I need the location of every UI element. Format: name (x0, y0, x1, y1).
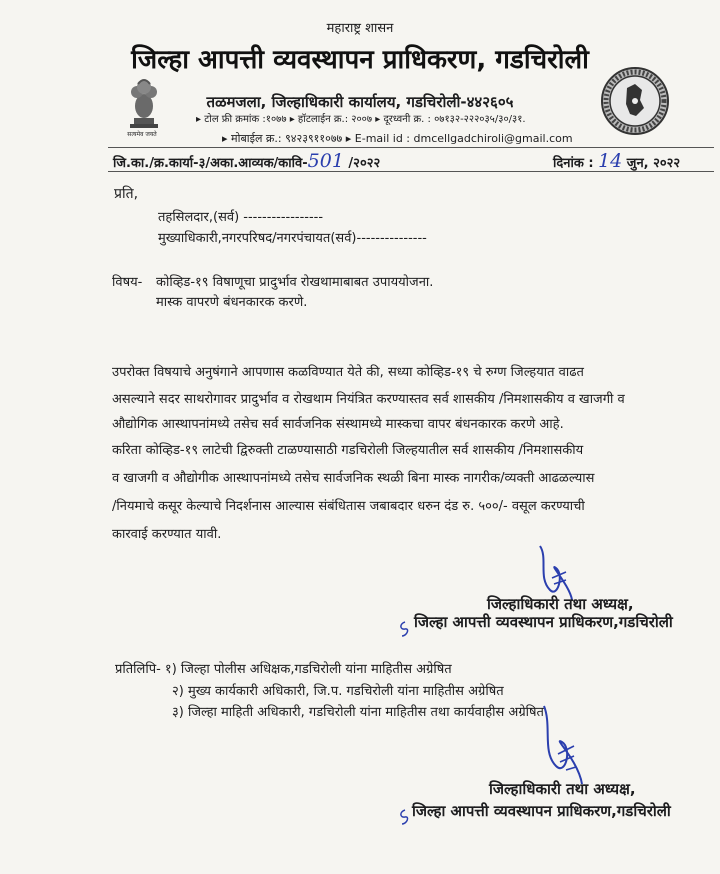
signatory-title-copy: जिल्हाधिकारी तथा अध्यक्ष, (489, 780, 636, 798)
government-heading: महाराष्ट्र शासन (326, 21, 394, 36)
body-p2-line-4: कारवाई करण्यात यावी. (112, 527, 222, 542)
subject-label: विषय- (112, 275, 143, 290)
body-p2-line-3: /नियमाचे कसूर केल्याचे निदर्शनास आल्यास संबंधितास जबाबदार धरुन दंड रु. ५००/- वसूल करण्याची (112, 499, 585, 514)
signatory-organization: जिल्हा आपत्ती व्यवस्थापन प्राधिकरण,गडचिरोली (414, 613, 673, 631)
recipient-line-2: मुख्याधिकारी,नगरपरिषद/नगरपंचायत(सर्व)--------------- (158, 231, 427, 246)
copy-to-line-3: ३) जिल्हा माहिती अधिकारी, गडचिरोली यांना माहितीस तथा कार्यवाहीस अग्रेषित (172, 705, 544, 720)
mobile-email-line: ▸ मोबाईल क्र.: ९४२३९११०७७ ▸ E-mail id : dmcellgadchiroli@gmail.com (222, 132, 573, 145)
phone-numbers: ▸ टोल फ्री क्रमांक :१०७७ ▸ हॉटलाईन क्र.: २००७ ▸ दूरध्वनी क्र. : ०७१३२-२२२०३५/३०/३१. (196, 114, 526, 125)
subject-line-2: मास्क वापरणे बंधनकारक करणे. (156, 295, 308, 310)
reference-number (113, 150, 380, 172)
handwritten-signature-icon (536, 700, 590, 788)
body-p2-line-2: व खाजगी व औद्योगीक आस्थापनांमध्ये तसेच सार्वजनिक स्थळी बिना मास्क नागरीक/व्यक्ती आढळल्यास (112, 471, 595, 486)
initials-mark-icon (398, 808, 412, 826)
recipient-line-1: तहसिलदार,(सर्व) ----------------- (158, 210, 324, 225)
reference-handwritten-number: 501 (307, 150, 344, 172)
reference-divider (108, 171, 714, 172)
organization-title: जिल्हा आपत्ती व्यवस्थापन प्राधिकरण, गडचिरोली (131, 45, 589, 75)
body-p1-line-3: औद्योगिक आस्थापनांमध्ये तसेच सर्व सार्वजनिक संस्थामध्ये मास्कचा वापर बंधनकारक करणे आहे. (112, 417, 564, 432)
date-rest: जुन, २०२२ (622, 156, 681, 171)
copy-to-line-2: २) मुख्य कार्यकारी अधिकारी, जि.प. गडचिरोली यांना माहितीस अग्रेषित (172, 684, 504, 699)
body-p1-line-2: असल्याने सदर साथरोगावर प्रादुर्भाव व रोखथाम नियंत्रित करण्यास्तव सर्व शासकीय /निमशासकीय व खाजगी व (112, 392, 625, 407)
office-address: तळमजला, जिल्हाधिकारी कार्यालय, गडचिरोली-४४२६०५ (206, 93, 514, 111)
date-handwritten-day: 14 (598, 150, 623, 172)
body-p2-line-1: करिता कोव्हिड-१९ लाटेची द्विरुक्ती टाळण्यासाठी गडचिरोली जिल्हयातील सर्व शासकीय /निमशासकीय (112, 443, 584, 458)
signatory-title: जिल्हाधिकारी तथा अध्यक्ष, (487, 595, 634, 613)
letter-date (553, 150, 680, 172)
reference-suffix: /२०२२ (343, 156, 381, 171)
body-p1-line-1: उपरोक्त विषयाचे अनुषंगाने आपणास कळविण्यात येते की, सध्या कोव्हिड-१९ चे रुग्ण जिल्हयात वाढत (112, 365, 584, 380)
date-label: दिनांक : (553, 156, 594, 171)
salutation-prati: प्रति, (114, 186, 139, 202)
reference-prefix: जि.का./क्र.कार्या-३/अका.आव्यक/कावि- (113, 156, 308, 171)
subject-line-1: कोव्हिड-१९ विषाणूचा प्रादुर्भाव रोखथामाबाबत उपाययोजना. (156, 275, 434, 290)
header-divider (108, 147, 714, 148)
emblem-caption: सत्यमेव जयते (127, 131, 157, 138)
initials-mark-icon (398, 620, 412, 638)
signatory-organization-copy: जिल्हा आपत्ती व्यवस्थापन प्राधिकरण,गडचिरोली (412, 802, 671, 820)
copy-to-line-1: प्रतिलिपि- १) जिल्हा पोलीस अधिक्षक,गडचिरोली यांना माहितीस अग्रेषित (115, 662, 452, 677)
